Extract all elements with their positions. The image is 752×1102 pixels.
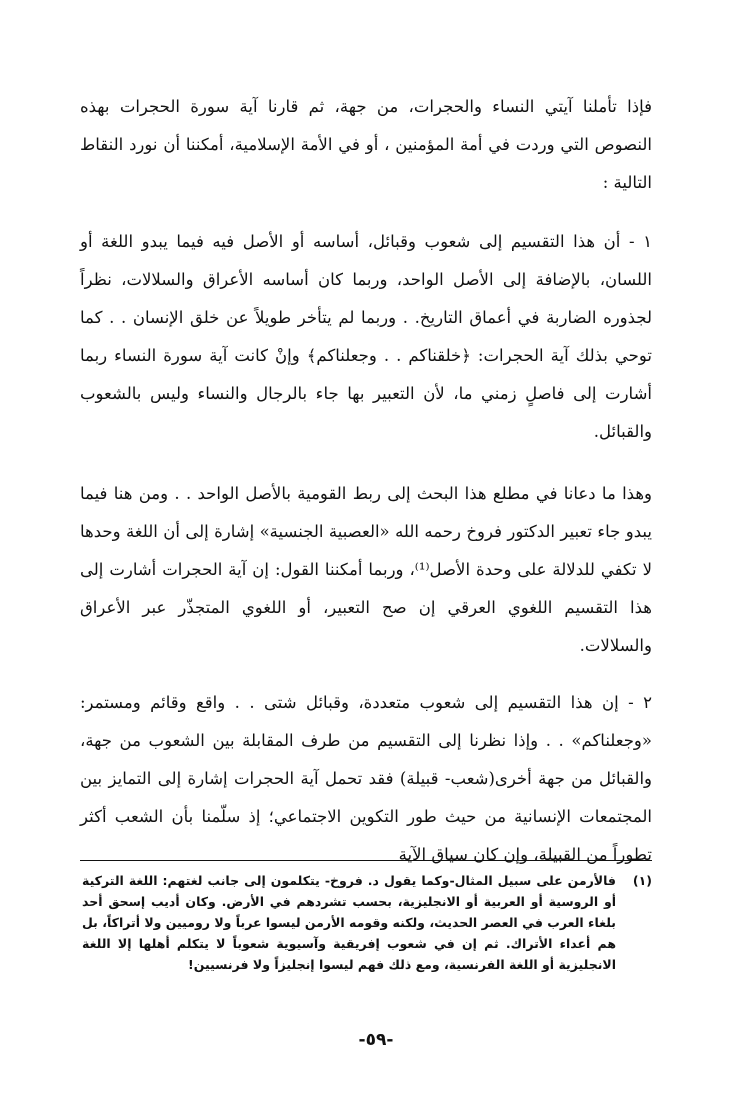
paragraph-farrukh: وهذا ما دعانا في مطلع هذا البحث إلى ربط القومية بالأصل الواحد . . ومن هنا فيما يبدو جاء تعبير الدكتور فروخ رحمه الله «العصبية الجنسية» إشارة إلى أن اللغة وحدها لا تكفي للدلالة على وحدة الأصل⁽¹⁾، وربما أمكننا القول: إن آية الحجرات أشارت إلى هذا التقسيم اللغوي العرقي إن صح التعبير، أو اللغوي المتجذّر عبر الأعراق والسلالات. bbox=[80, 484, 652, 655]
paragraph-point-2: ٢ - إن هذا التقسيم إلى شعوب متعددة، وقبائل شتى . . واقع وقائم ومستمر: «وجعلناكم» . . وإذا نظرنا إلى التقسيم من طرف المقابلة بين الشعوب من جهة، والقبائل من جهة أخرى(شعب- قبيلة) فقد تحمل آية الحجرات إشارة إلى التمايز بين المجتمعات الإنسانية من حيث طور التكوين الاجتماعي؛ إذ سلّمنا بأن الشعب أكثر تطوراً من القبيلة، وإن كان سياق الآية bbox=[80, 693, 652, 864]
footnote-number: (١) bbox=[632, 873, 652, 888]
page-number: -٥٩- bbox=[358, 1030, 394, 1050]
footnote-text: فالأرمن على سبيل المثال-وكما يقول د. فروخ- يتكلمون إلى جانب لغتهم: اللغة التركية أو الروسية أو العربية أو الانجليزية، بحسب تشردهم في الأرض. وكان أديب إسحق أحد بلغاء العرب في العصر الحديث، ولكنه وقومه الأرمن ليسوا عرباً ولا روميين ولا أتراكاً، بل هم أعداء الأتراك. ثم إن في شعوب إفريقية وآسيوية شعوباً لا يتكلم أهلها إلا اللغة الانجليزية أو اللغة الفرنسية، ومع ذلك فهم ليسوا إنجليزاً ولا فرنسيين! bbox=[82, 873, 616, 972]
footnote bbox=[82, 870, 652, 975]
paragraph-point-1: ١ - أن هذا التقسيم إلى شعوب وقبائل، أساسه أو الأصل فيه فيما يبدو اللغة أو اللسان، بالإضافة إلى الأصل الواحد، وربما كان أساسه الأعراق والسلالات، نظراً لجذوره الضاربة في أعماق التاريخ. . وربما لم يتأخر طويلاً عن خلق الإنسان . . كما توحي بذلك آية الحجرات: ﴿خلقناكم . . وجعلناكم﴾ وإنْ كانت آية سورة النساء ربما أشارت إلى فاصلٍ زمني ما، لأن التعبير بها جاء بالرجال والنساء وليس بالشعوب والقبائل. bbox=[80, 232, 652, 441]
paragraph-intro: فإذا تأملنا آيتي النساء والحجرات، من جهة، ثم قارنا آية سورة الحجرات بهذه النصوص التي وردت في أمة المؤمنين ، أو في الأمة الإسلامية، أمكننا أن نورد النقاط التالية : bbox=[80, 97, 652, 192]
footnote-separator bbox=[80, 860, 652, 861]
